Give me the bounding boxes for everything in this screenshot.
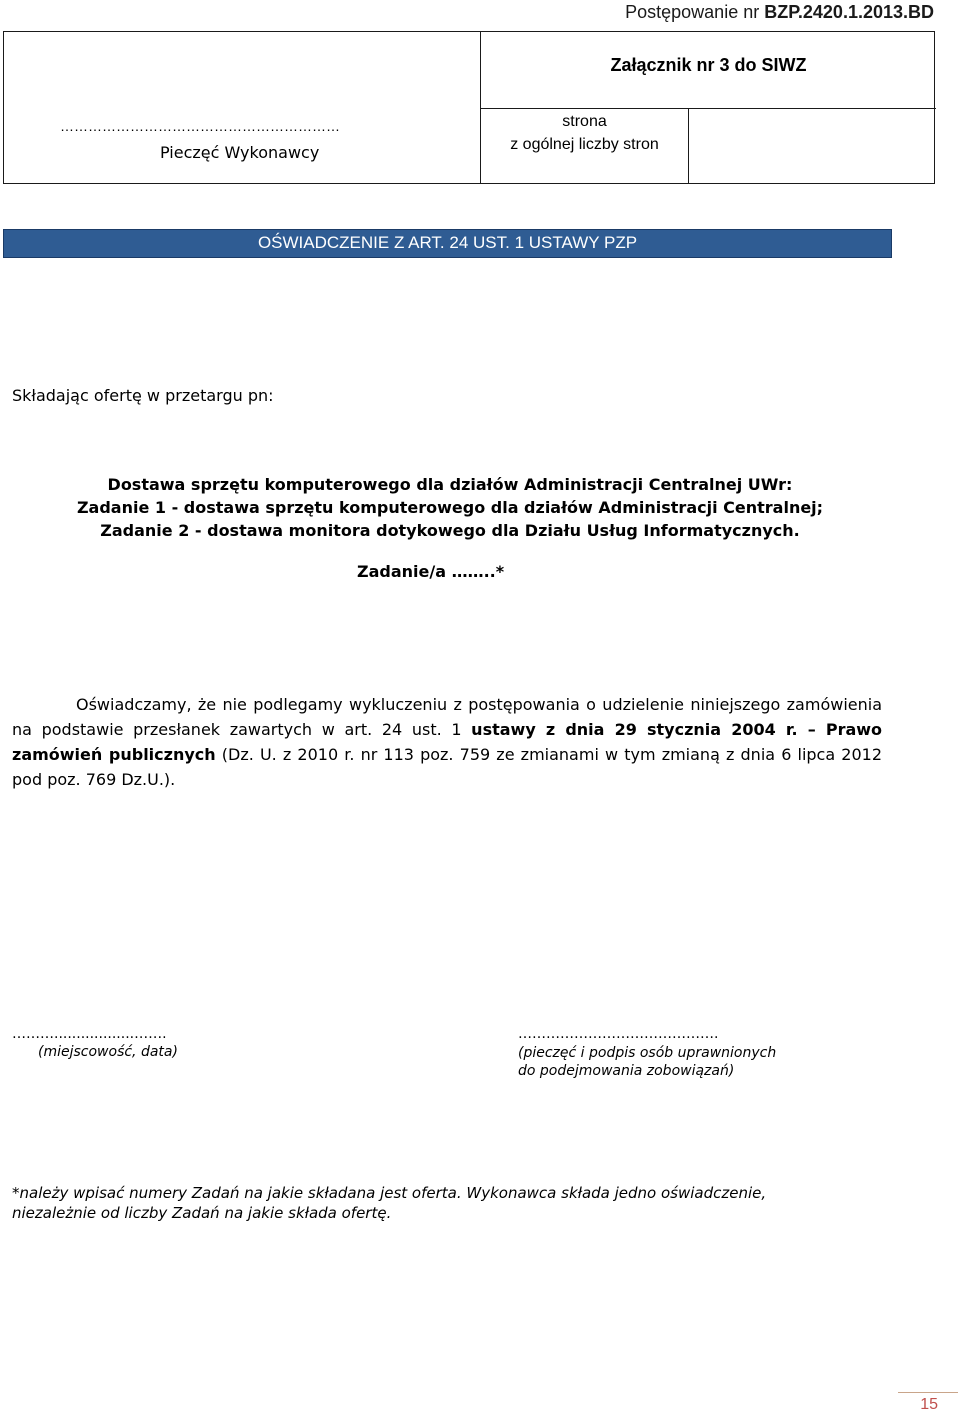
- statement-act-name: Prawo zamówień publicznych: [12, 720, 883, 764]
- place-date-dots: ………..................…….: [12, 1026, 167, 1042]
- intro-text: Składając ofertę w przetargu pn:: [12, 386, 274, 405]
- annex-cell: [480, 31, 936, 109]
- signature-label-line: do podejmowania zobowiązań): [518, 1063, 735, 1079]
- stamp-dots: ……………………………………………………: [60, 118, 340, 134]
- procedure-id: BZP.2420.1.2013.BD: [764, 2, 934, 22]
- procedure-prefix: Postępowanie nr: [625, 2, 765, 22]
- subject-line: Zadanie 1 - dostawa sprzętu komputerowego dla działów Administracji Centralnej;: [76, 498, 824, 517]
- footnote-line: *należy wpisać numery Zadań na jakie składana jest oferta. Wykonawca składa jedno oświadczenie,: [12, 1184, 767, 1202]
- tender-subject: [10, 473, 890, 542]
- statement-text: Oświadczamy, że nie podlegamy wykluczeniu z postępowania o udzielenie niniejszego zamówienia na podstawie przesłanek zawartych w art. 24 ust. 1: [12, 695, 882, 739]
- statement-paragraph: [12, 692, 882, 792]
- signature-dots: …………………………………….: [518, 1026, 719, 1042]
- banner-title: OŚWIADCZENIE Z ART. 24 UST. 1 USTAWY PZP: [257, 233, 638, 252]
- page-number: 15: [920, 1396, 938, 1413]
- footnote: [12, 1183, 842, 1223]
- subject-line: Dostawa sprzętu komputerowego dla działów Administracji Centralnej UWr:: [107, 475, 793, 494]
- statement-banner: [3, 229, 892, 258]
- page-count-cell: [480, 108, 689, 184]
- subject-line: Zadanie 2 - dostawa monitora dotykowego dla Działu Usług Informatycznych.: [100, 521, 800, 540]
- statement-act-date: ustawy z dnia 29 stycznia 2004 r.: [471, 720, 798, 739]
- footnote-line: niezależnie od liczby Zadań na jakie składa ofertę.: [12, 1204, 392, 1222]
- task-number-field: Zadanie/a ……..*: [357, 562, 505, 581]
- annex-title: Załącznik nr 3 do SIWZ: [610, 55, 807, 75]
- stamp-label: Pieczęć Wykonawcy: [160, 143, 320, 162]
- page-label: strona: [562, 113, 607, 130]
- statement-reference: (Dz. U. z 2010 r. nr 113 poz. 759 ze zmianami w tym zmianą z dnia 6 lipca 2012 pod poz. 769 Dz.U.).: [12, 745, 882, 789]
- place-date-label: (miejscowość, data): [38, 1044, 178, 1060]
- page-number-rule: [898, 1392, 958, 1393]
- signature-label-line: (pieczęć i podpis osób uprawnionych: [518, 1045, 777, 1061]
- signature-label: [518, 1044, 776, 1080]
- procedure-number: [625, 2, 934, 23]
- total-pages-label: z ogólnej liczby stron: [510, 136, 659, 153]
- statement-dash: –: [797, 720, 826, 739]
